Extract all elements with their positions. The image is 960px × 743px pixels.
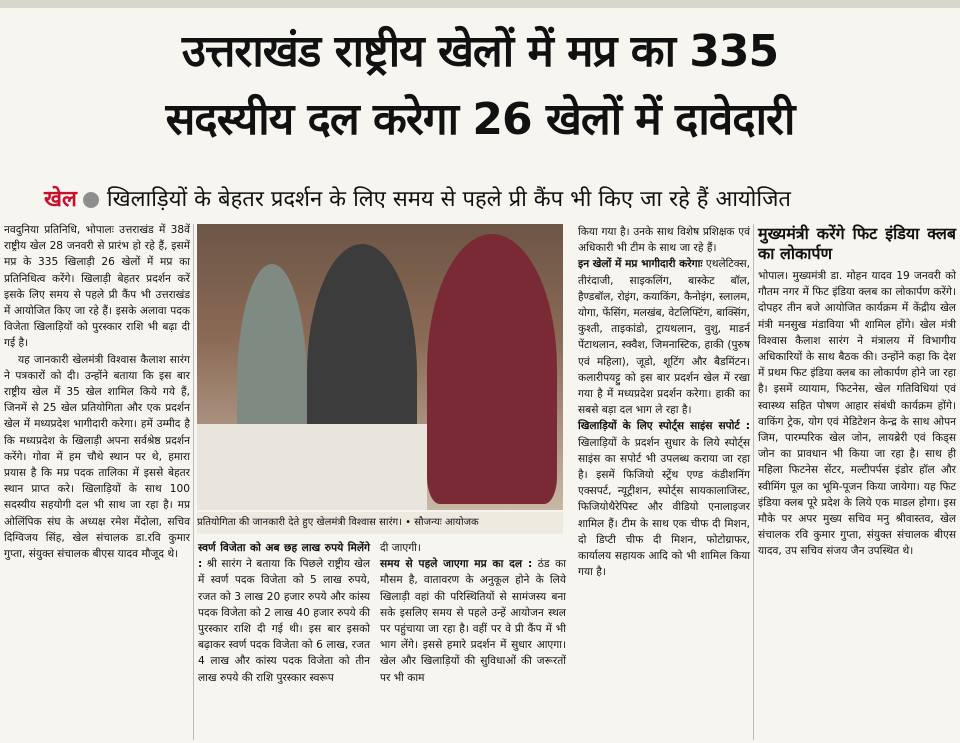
box-text: भोपाल। मुख्यमंत्री डा. मोहन यादव 19 जनवरी को गौतम नगर में फिट इंडिया क्लब का लोकार्पण करेंगे। दोपहर तीन बजे आयोजित कार्यक्रम में केंद्रीय खेल मंत्री मनसुख मंडाविया भी शामिल होंगे। खेल मंत्री विश्वास कैलाश सारंग ने मंत्रालय में विभागीय अधिकारियों के साथ बैठक की। उन्होंने कहा कि देश में प्रथम फिट इंडिया क्लब का लोकार्पण होने जा रहा है। इसमें व्यायाम, फिटनेस, खेल गतिविधियां एवं स्वास्थ्य सहित पोषण आहार संबंधी कार्यक्रम होंगे। वाकिंग ट्रेक, योग एवं मेडिटेशन केन्द्र के साथ ओपन जिम, पारम्परिक खेल जोन, लायब्रेरी एवं किड्स जोन का प्रावधान भी किया जा रहा है। साथ ही महिला फिटनेस सेंटर, मल्टीपर्पस इंडोर हॉल और स्वीमिंग पूल का भूमि-पूजन किया जायेगा। यह फिट इंडिया क्लब पूरे प्रदेश के लिये एक माडल होगा। इस मौके पर अपर मुख्य सचिव मनु श्रीवास्तव, खेल संचालक रवि कुमार गुप्ता, संयुक्त संचालक बीएस यादव, उप सचिव संजय जैन उपस्थित थे। bbox=[758, 270, 956, 558]
column-4 bbox=[578, 224, 750, 580]
subheadline bbox=[44, 183, 944, 217]
column-4-lead-3: खिलाड़ियों के लिए स्पोर्ट्स साइंस सपोर्ट : bbox=[578, 420, 750, 433]
column-3-text: ठंड का मौसम है, वातावरण के अनुकूल होने के लिये खिलाड़ी वहां की परिस्थितियों से सामंजस्य बना सके इसलिए समय से पहले उन्हें आयोजन स्थल पर पहुंचाया जा रहा है। वहीं पर वे प्री कैंप में भी भाग लेंगे। इससे हमारे प्रदर्शन में सुधार आएगा। खेल और खिलाड़ियों की सुविधाओं की जरूरतों पर भी काम bbox=[380, 558, 567, 684]
subheadline-text: खिलाड़ियों के बेहतर प्रदर्शन के लिए समय से पहले प्री कैंप भी किए जा रहे हैं आयोजित bbox=[106, 187, 791, 212]
headline bbox=[0, 18, 960, 154]
top-strip bbox=[0, 0, 960, 8]
box-heading: मुख्यमंत्री करेंगे फिट इंडिया क्लब का लोकार्पण bbox=[758, 224, 956, 263]
column-1-para-1: नवदुनिया प्रतिनिधि, भोपालः उत्तराखंड में 38वें राष्ट्रीय खेल 28 जनवरी से प्रारंभ हो रहे हैं, इसमें मप्र के 335 खिलाड़ी 26 खेलों में मप्र का प्रतिनिधित्व करेंगे। खिलाड़ी बेहतर प्रदर्शन करें इसके लिए समय से पहले प्री कैंप भी उत्तराखंड में आयोजित किए जा रहे हैं। इसके अलावा पदक विजेता खिलाड़ियों को पुरस्कार राशि भी बढ़ा दी गई है। bbox=[4, 224, 190, 350]
column-1-para-2: यह जानकारी खेलमंत्री विश्वास कैलाश सारंग ने पत्रकारों को दी। उन्होंने बताया कि इस बार राष्ट्रीय खेल में 35 खेल शामिल किये गये हैं, जिनमें से 25 खेल प्रतियोगिता और एक प्रदर्शन खेल में मध्यप्रदेश भागीदारी करेगा। हमें उम्मीद है कि मध्यप्रदेश के खिलाड़ी अपना सर्वश्रेष्ठ प्रदर्शन करेंगे। गोवा में हम चौथे स्थान पर थे, हमारा प्रयास है कि मप्र पदक तालिका में इससे बेहतर स्थान प्राप्त करे। खिलाड़ियों के साथ 100 सदस्यीय सहयोगी दल भी साथ जा रहा है। मप्र ओलिंपिक संघ के अध्यक्ष रमेश मेंदोला, सचिव दिग्विजय सिंह, खेल संचालक डा.रवि कुमार गुप्ता, संयुक्त संचालक बीएस यादव मौजूद थे। bbox=[4, 353, 190, 561]
news-photo bbox=[197, 224, 563, 510]
column-3-lead: समय से पहले जाएगा मप्र का दल : bbox=[380, 558, 533, 571]
column-3-start: दी जाएगी। bbox=[380, 542, 421, 554]
column-4-para-1: किया गया है। उनके साथ विशेष प्रशिक्षक एवं अधिकारी भी टीम के साथ जा रहे हैं। bbox=[578, 226, 750, 255]
bullet-dot-icon bbox=[83, 192, 99, 208]
column-rule bbox=[193, 224, 194, 740]
column-rule bbox=[753, 224, 754, 740]
column-4-para-2: एथलेटिक्स, तीरंदाजी, साइकलिंग, बास्केट बॉल, हैण्डबॉल, रोइंग, कयाकिंग, कैनोइंग, स्लालम, योगा, फेंसिंग, मलखंब, वेटलिफ्टिंग, बाक्सिंग, कुश्ती, ताइकांडो, ट्रायथलान, वुशु, माडर्न पेंटाथलान, स्क्वैश, जिमनास्टिक, हाकी (पुरुष एवं महिला), जूडो, शूटिंग और बैडमिंटन। कलारीपयट्टु को इस बार प्रदर्शन खेल में रखा गया है में मध्यप्रदेश प्रदर्शन करेगा। हाकी का सबसे बड़ा दल भाग ले रहा है। bbox=[578, 258, 751, 417]
headline-line-2: सदस्यीय दल करेगा 26 खेलों में दावेदारी bbox=[165, 94, 795, 145]
section-tag: खेल bbox=[44, 187, 77, 212]
column-4-lead-2: इन खेलों में मप्र भागीदारी करेगाः bbox=[578, 258, 703, 271]
column-3 bbox=[380, 540, 566, 686]
column-1 bbox=[4, 222, 190, 562]
column-2-text: श्री सारंग ने बताया कि पिछले राष्ट्रीय खेल में स्वर्ण पदक विजेता को 5 लाख रुपये, रजत को 3 लाख 20 हजार रुपये और कांस्य पदक विजेता को 2 लाख 40 हजार रुपये की पुरस्कार राशि दी गई थी। इस बार इसको बढ़ाकर स्वर्ण पदक विजेता को 6 लाख, रजत 4 लाख और कांस्य पदक विजेता को तीन लाख रुपये की राशि पुरस्कार स्वरूप bbox=[198, 558, 370, 684]
photo-caption: प्रतियोगिता की जानकारी देते हुए खेलमंत्री विश्वास सारंग। • सौजन्यः आयोजक bbox=[197, 512, 563, 534]
column-2 bbox=[198, 540, 370, 686]
column-4-para-3: खिलाड़ियों के प्रदर्शन सुधार के लिये स्पोर्ट्स साइंस का सपोर्ट भी उपलब्ध कराया जा रहा है। इसमें फिजियो स्ट्रेंथ एण्ड कंडीशनिंग एक्सपर्ट, न्यूट्रीशन, स्पोर्ट्स सायकालाजिस्ट, फिजियोथैरेपिस्ट और वीडियो एनालाइजर शामिल हैं। टीम के साथ एक चीफ दी मिशन, दो डिप्टी चीफ दी मिशन, फोटोग्राफर, कार्यालय सहायक आदि को भी शामिल किया गया है। bbox=[578, 436, 750, 579]
column-5-box bbox=[758, 224, 956, 560]
headline-line-1: उत्तराखंड राष्ट्रीय खेलों में मप्र का 335 bbox=[181, 26, 779, 77]
column-2-lead: स्वर्ण विजेता को अब छह लाख रुपये मिलेंगे : bbox=[198, 542, 370, 571]
